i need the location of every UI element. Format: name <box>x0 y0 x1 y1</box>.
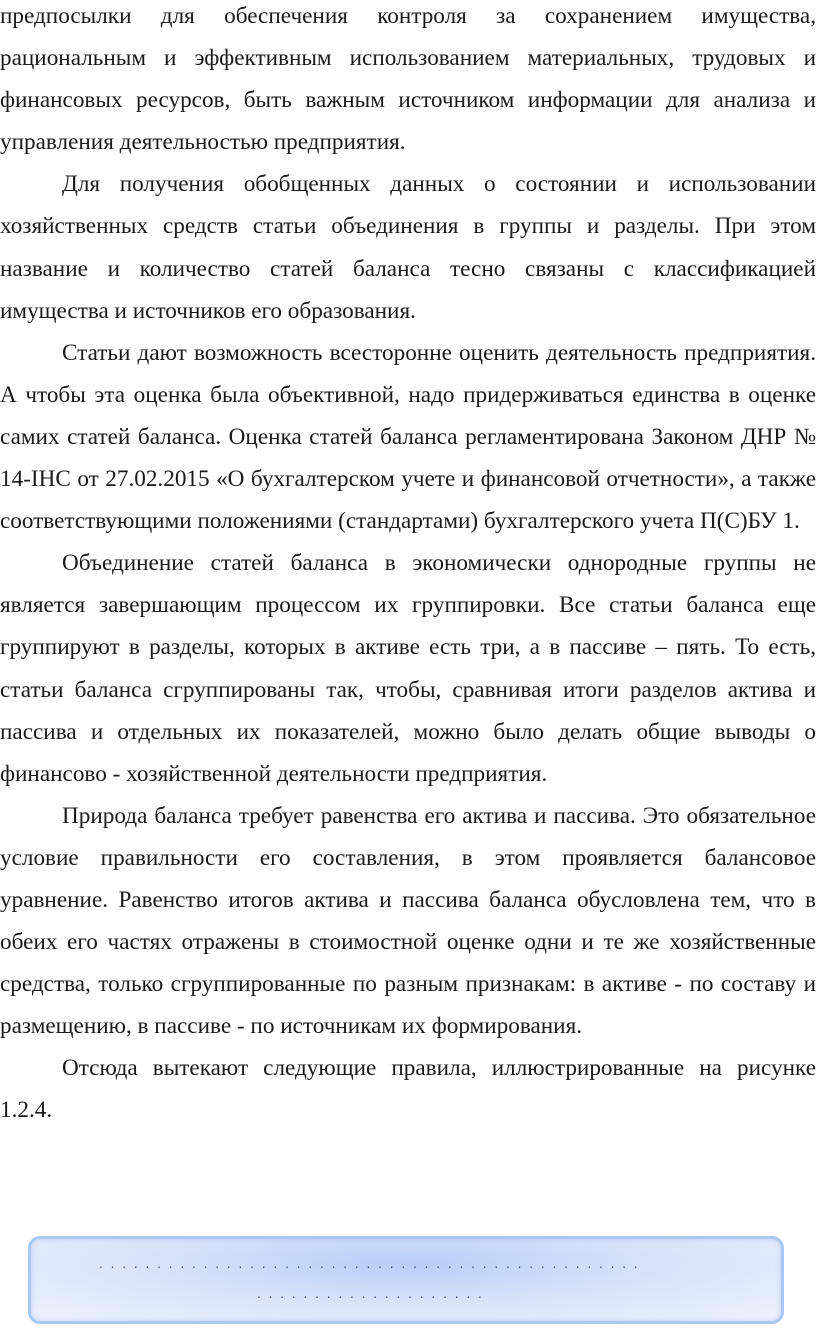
blurred-caption-banner <box>28 1236 784 1324</box>
banner-text-line-1: . . . . . . . . . . . . . . . . . . . . . . . . . . . . . . . . . . . . . . . . . . . . . . . <box>99 1257 640 1271</box>
paragraph-5: Природа баланса требует равенства его актива и пассива. Это обязательное условие правильности его составления, в этом проявляется балансовое уравнение. Равенство итогов актива и пассива баланса обусловлена тем, что в обеих его частях отражены в стоимостной оценке одни и те же хозяйственные средства, только сгруппированные по разным признакам: в активе - по составу и размещению, в пассиве - по источникам их формирования. <box>0 802 816 1040</box>
paragraph-4: Объединение статей баланса в экономически однородные группы не является завершающим процессом их группировки. Все статьи баланса еще группируют в разделы, которых в активе есть три, а в пассиве – пять. То есть, статьи баланса сгруппированы так, чтобы, сравнивая итоги разделов актива и пассива и отдельных их показателей, можно было делать общие выводы о финансово - хозяйственной деятельности предприятия. <box>0 550 816 787</box>
paragraph-1: предпосылки для обеспечения контроля за сохранением имущества, рациональным и эффективным использованием материальных, трудовых и финансовых ресурсов, быть важным источником информации для анализа и управления деятельностью предприятия. <box>0 3 816 156</box>
paragraph-3: Статьи дают возможность всесторонне оценить деятельность предприятия. А чтобы эта оценка была объективной, надо придерживаться единства в оценке самих статей баланса. Оценка статей баланса регламентирована Законом ДНР № 14-IНС от 27.02.2015 «О бухгалтерском учете и финансовой отчетности», а также соответствующими положениями (стандартами) бухгалтерского учета П(С)БУ 1. <box>0 339 816 535</box>
banner-text-line-2: . . . . . . . . . . . . . . . . . . . . <box>257 1287 484 1301</box>
paragraph-2: Для получения обобщенных данных о состоянии и использовании хозяйственных средств статьи объединения в группы и разделы. При этом название и количество статей баланса тесно связаны с классификацией имущества и источников его образования. <box>0 171 816 324</box>
paragraph-6: Отсюда вытекают следующие правила, иллюстрированные на рисунке 1.2.4. <box>0 1055 816 1124</box>
